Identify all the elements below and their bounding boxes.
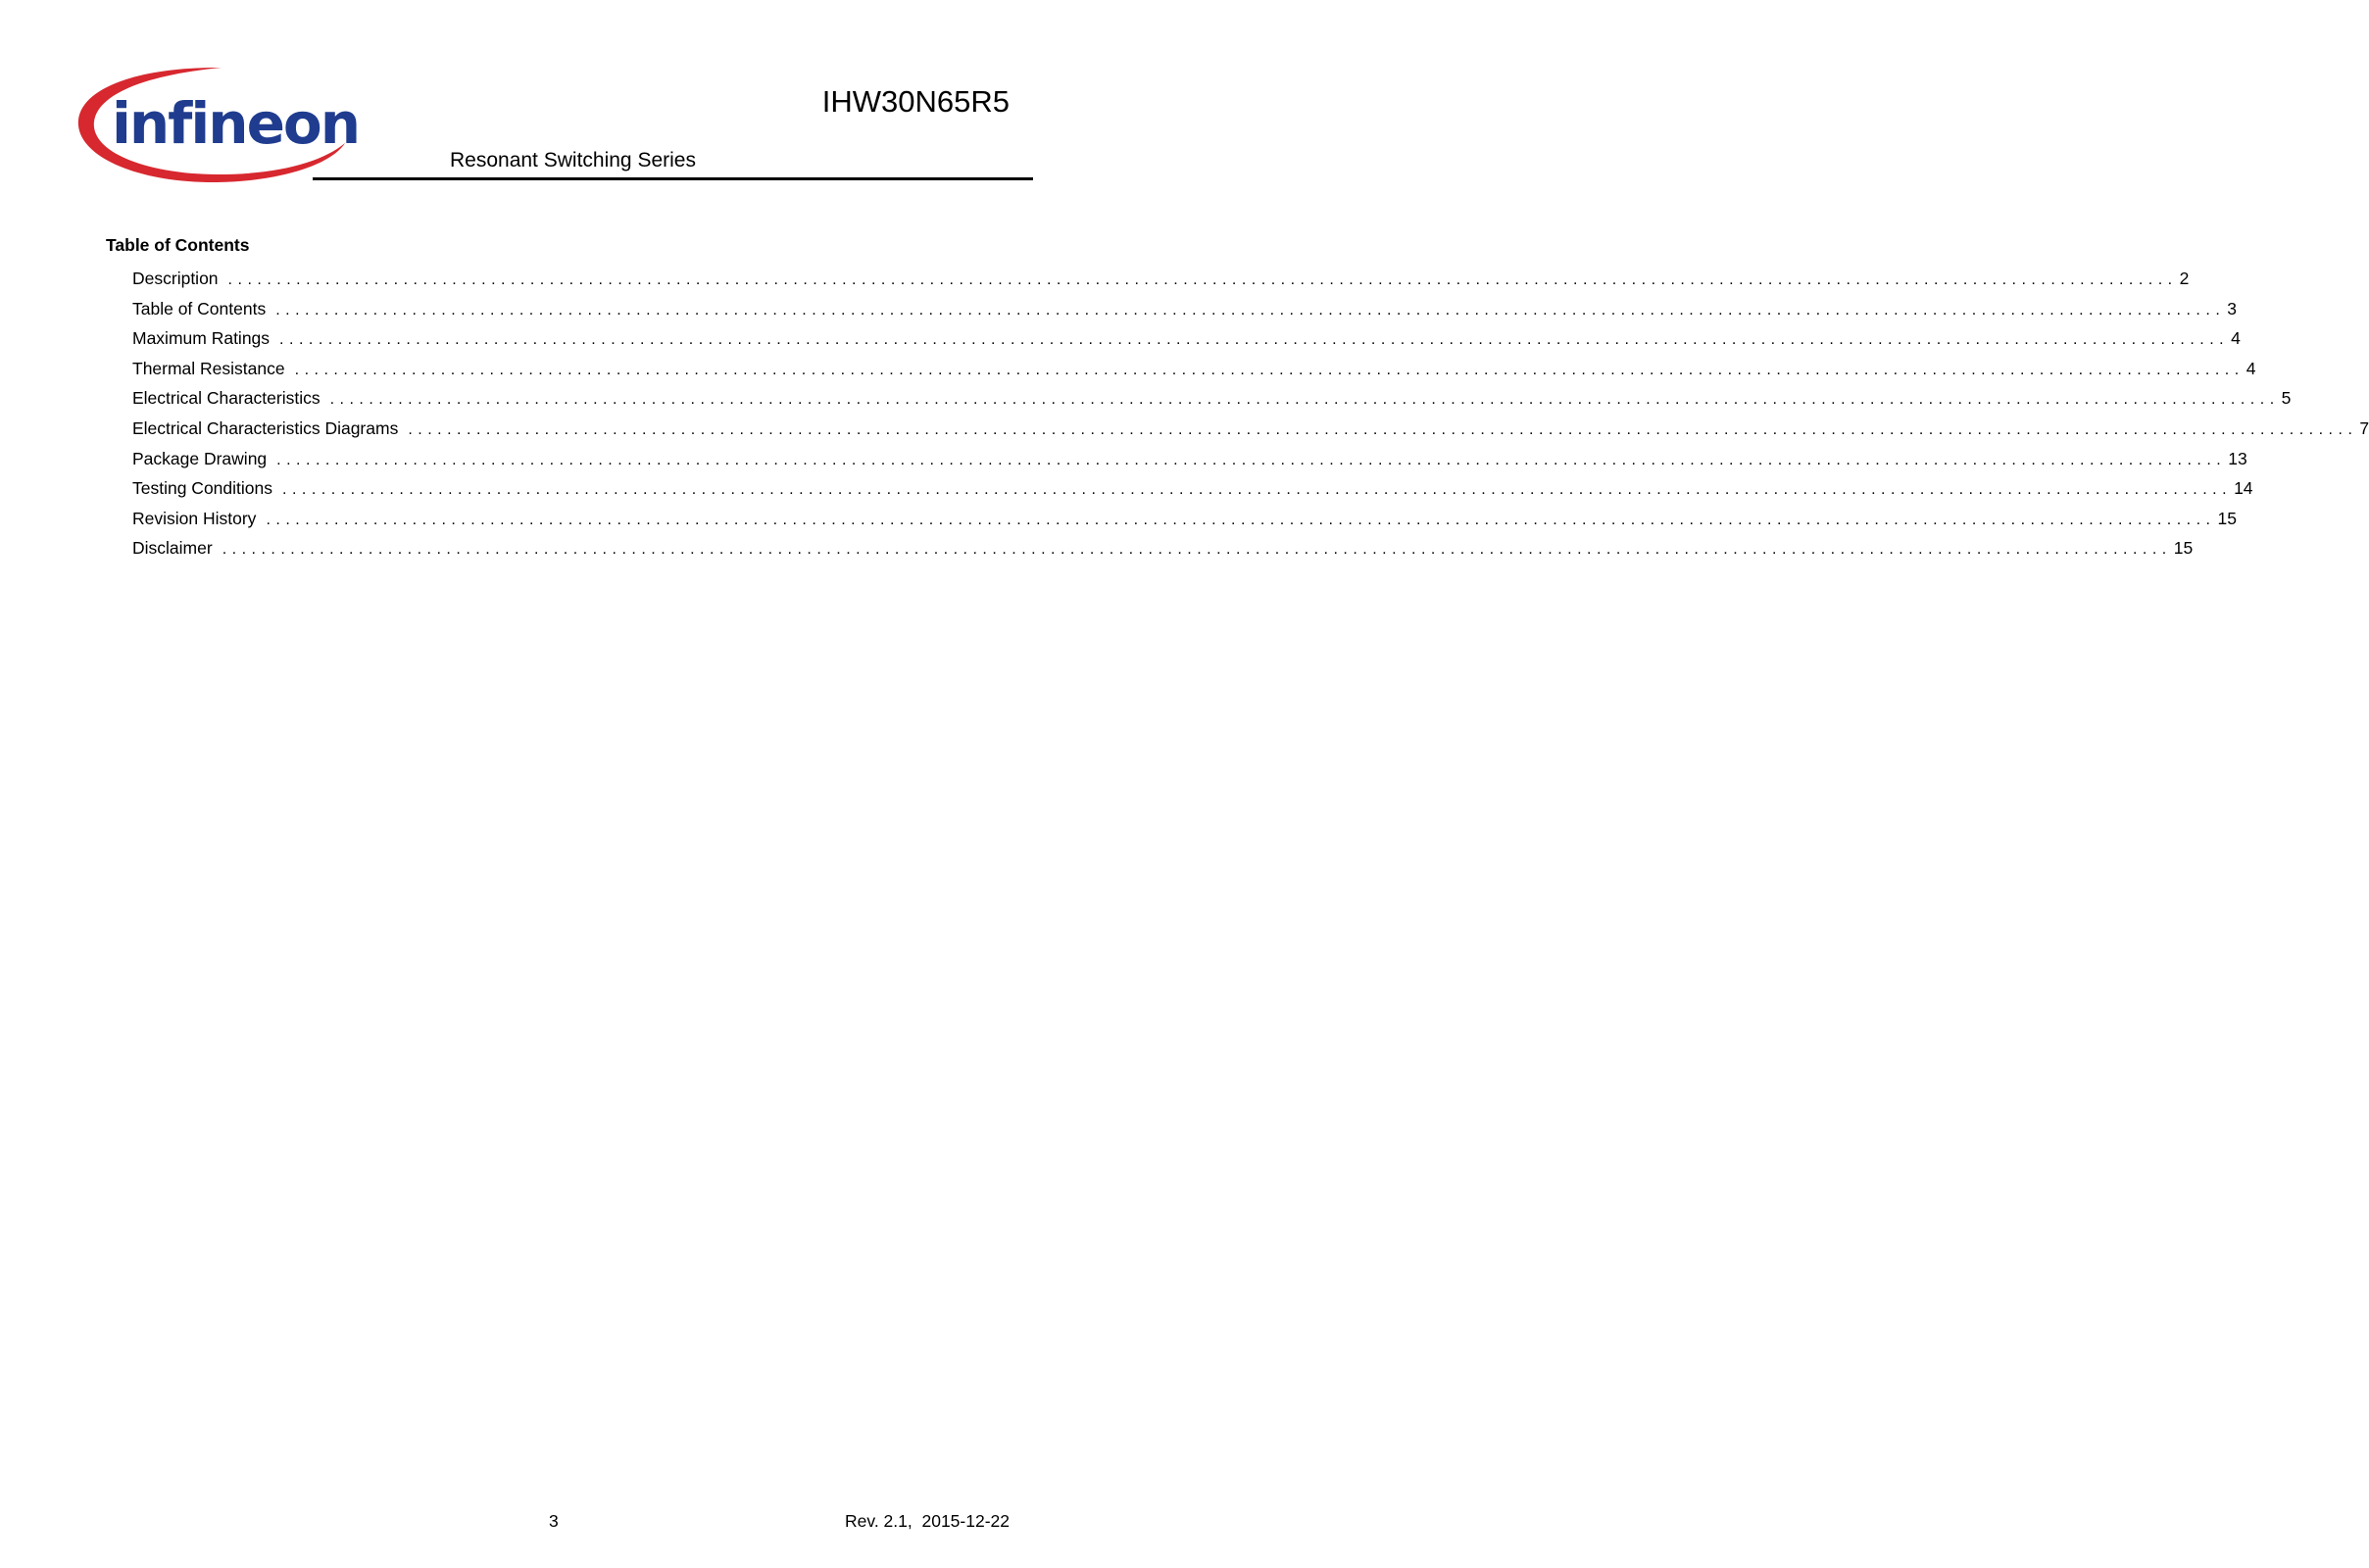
infineon-logo <box>74 65 360 186</box>
toc-entry-page: 5 <box>2281 388 2292 409</box>
series-name: Resonant Switching Series <box>450 149 696 172</box>
toc-entry-page: 7 <box>2359 417 2369 438</box>
toc-entry-revision-history[interactable] <box>132 508 2237 538</box>
toc-entry-disclaimer[interactable] <box>132 537 2194 567</box>
toc-list <box>132 268 2369 567</box>
toc-entry-table-of-contents[interactable] <box>132 298 2237 328</box>
part-number: IHW30N65R5 <box>821 84 1010 119</box>
toc-entry-title: Revision History <box>132 508 257 528</box>
toc-entry-title: Maximum Ratings <box>132 328 271 349</box>
toc-entry-page: 13 <box>2228 448 2247 468</box>
toc-entry-page: 2 <box>2179 269 2190 288</box>
toc-entry-title: Disclaimer <box>132 538 213 559</box>
toc-entry-description[interactable] <box>132 268 2190 298</box>
toc-dot-leader: ........................................................................................................................................................................................................ <box>408 420 2358 438</box>
toc-entry-page: 15 <box>2217 508 2237 528</box>
header-divider <box>313 177 1033 180</box>
toc-dot-leader: ........................................................................................................................................................................................................ <box>222 541 2172 559</box>
infineon-logo-graphic <box>74 65 360 186</box>
toc-dot-leader: ........................................................................................................................................................................................................ <box>266 511 2216 528</box>
footer-page-number: 3 <box>549 1511 559 1531</box>
toc-entry-thermal-resistance[interactable] <box>132 358 2256 388</box>
toc-entry-page: 4 <box>2246 358 2256 378</box>
toc-entry-testing-conditions[interactable] <box>132 477 2253 508</box>
toc-entry-title: Table of Contents <box>132 298 267 318</box>
toc-entry-title: Package Drawing <box>132 448 268 468</box>
toc-entry-title: Testing Conditions <box>132 478 272 499</box>
toc-entry-page: 4 <box>2231 328 2241 349</box>
toc-entry-page: 14 <box>2234 478 2253 499</box>
toc-dot-leader: ........................................................................................................................................................................................................ <box>275 301 2226 318</box>
toc-entry-electrical-characteristics-diagrams[interactable] <box>132 417 2369 448</box>
toc-entry-package-drawing[interactable] <box>132 448 2247 478</box>
toc-entry-electrical-characteristics[interactable] <box>132 387 2292 417</box>
toc-dot-leader: ........................................................................................................................................................................................................ <box>282 481 2233 499</box>
toc-entry-title: Electrical Characteristics <box>132 388 321 409</box>
toc-entry-page: 3 <box>2227 298 2237 318</box>
toc-dot-leader: ........................................................................................................................................................................................................ <box>276 451 2227 468</box>
toc-entry-maximum-ratings[interactable] <box>132 327 2241 358</box>
toc-entry-title: Thermal Resistance <box>132 358 285 378</box>
toc-entry-title: Description <box>132 269 219 288</box>
footer-revision: Rev. 2.1, 2015-12-22 <box>845 1511 1010 1531</box>
toc-heading: Table of Contents <box>106 235 250 255</box>
toc-dot-leader: ........................................................................................................................................................................................................ <box>279 331 2230 349</box>
toc-dot-leader: ........................................................................................................................................................................................................ <box>227 271 2178 288</box>
toc-entry-page: 15 <box>2173 538 2194 559</box>
toc-dot-leader: ........................................................................................................................................................................................................ <box>294 361 2245 378</box>
toc-entry-title: Electrical Characteristics Diagrams <box>132 417 399 438</box>
toc-dot-leader: ........................................................................................................................................................................................................ <box>329 391 2280 409</box>
logo-wordmark: infineon <box>112 90 360 157</box>
